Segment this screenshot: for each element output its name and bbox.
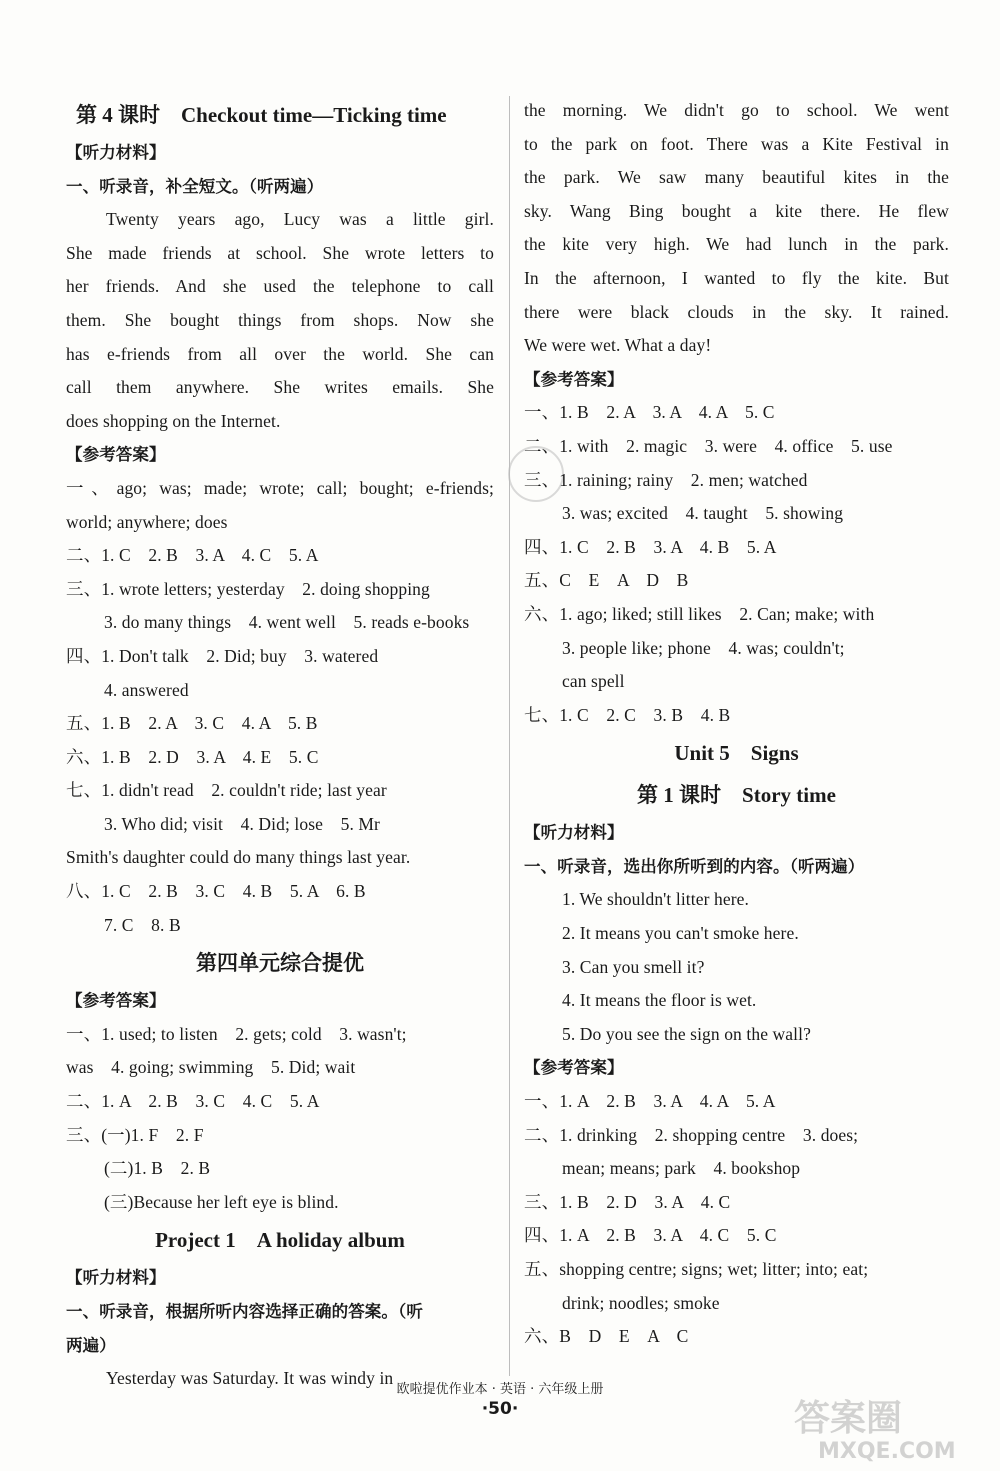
- answer-line: (三)Because her left eye is blind.: [104, 1191, 339, 1212]
- answer-line: 七、1. C 2. C 3. B 4. B: [524, 704, 731, 725]
- passage-line: She made friends at school. She wrote letters to: [66, 242, 494, 263]
- passage-line: In the afternoon, I wanted to fly the kite. But: [524, 267, 949, 288]
- answer-line: (二)1. B 2. B: [104, 1158, 211, 1179]
- answer-line: 3. do many things 4. went well 5. reads e-books: [104, 612, 470, 633]
- passage-line: the park. We saw many beautiful kites in the: [524, 167, 949, 188]
- page-number: ·50·: [481, 1399, 519, 1419]
- answer-line: drink; noodles; smoke: [562, 1292, 720, 1313]
- section-tag-answers: 【参考答案】: [524, 369, 624, 389]
- passage-line: 1. We shouldn't litter here.: [562, 889, 749, 910]
- answer-line: 三、1. raining; rainy 2. men; watched: [524, 469, 808, 490]
- answer-line: mean; means; park 4. bookshop: [562, 1158, 801, 1179]
- answer-line: 一、ago; was; made; wrote; call; bought; e-friends;: [66, 477, 494, 498]
- watermark-url: MXQE.COM: [818, 1439, 956, 1464]
- answer-line: 八、1. C 2. B 3. C 4. B 5. A 6. B: [66, 881, 366, 902]
- passage-line: We were wet. What a day!: [524, 335, 712, 356]
- passage-line: 4. It means the floor is wet.: [562, 990, 757, 1011]
- answer-line: 六、B D E A C: [524, 1326, 689, 1347]
- answer-line: 一、1. used; to listen 2. gets; cold 3. wasn't;: [66, 1023, 407, 1044]
- right-column: [524, 94, 949, 1354]
- passage-line: sky. Wang Bing bought a kite there. He flew: [524, 200, 949, 221]
- passage-line: does shopping on the Internet.: [66, 410, 281, 431]
- answer-line: 五、1. B 2. A 3. C 4. A 5. B: [66, 713, 318, 734]
- column-divider: [509, 96, 510, 1376]
- answer-line: 二、1. drinking 2. shopping centre 3. does;: [524, 1124, 859, 1145]
- answer-line: 4. answered: [104, 679, 189, 700]
- answer-line: 七、1. didn't read 2. couldn't ride; last year: [66, 780, 387, 801]
- passage-line: has e-friends from all over the world. She can: [66, 343, 494, 364]
- answer-line: 3. was; excited 4. taught 5. showing: [562, 503, 844, 524]
- answer-line: 六、1. ago; liked; still likes 2. Can; make; with: [524, 603, 875, 624]
- section-tag-answers: 【参考答案】: [66, 445, 166, 465]
- watermark-text: 答案圈: [794, 1398, 903, 1439]
- passage-line: to the park on foot. There was a Kite Festival in: [524, 133, 949, 154]
- answer-line: 一、1. A 2. B 3. A 4. A 5. A: [524, 1091, 776, 1112]
- task-instruction: 一、听录音，根据所听内容选择正确的答案。（听: [66, 1302, 423, 1321]
- unit-heading: Unit 5 Signs: [674, 741, 799, 766]
- passage-line: 5. Do you see the sign on the wall?: [562, 1023, 811, 1044]
- site-watermark-logo: [788, 1392, 986, 1464]
- passage-line: them. She bought things from shops. Now she: [66, 309, 494, 330]
- answer-line: 二、1. with 2. magic 3. were 4. office 5. use: [524, 435, 893, 456]
- answer-line: 二、1. A 2. B 3. C 4. C 5. A: [66, 1091, 320, 1112]
- passage-line: the morning. We didn't go to school. We went: [524, 100, 949, 120]
- passage-line: 3. Can you smell it?: [562, 956, 705, 977]
- answer-line: 六、1. B 2. D 3. A 4. E 5. C: [66, 746, 319, 767]
- section-tag-answers: 【参考答案】: [66, 991, 166, 1011]
- passage-line: her friends. And she used the telephone to call: [66, 276, 494, 297]
- lesson-heading: 第 1 课时 Story time: [637, 783, 836, 808]
- answer-line: 三、1. B 2. D 3. A 4. C: [524, 1191, 731, 1212]
- task-instruction: 一、听录音，选出你所听到的内容。（听两遍）: [524, 856, 865, 876]
- passage-line: there were black clouds in the sky. It rained.: [524, 301, 949, 322]
- passage-line: Yesterday was Saturday. It was windy in: [106, 1368, 394, 1389]
- answer-line: 三、1. wrote letters; yesterday 2. doing shopping: [66, 578, 430, 599]
- passage-line: Twenty years ago, Lucy was a little girl.: [106, 209, 494, 230]
- answer-line: Smith's daughter could do many things last year.: [66, 847, 411, 868]
- section-tag-listening: 【听力材料】: [524, 823, 624, 843]
- answer-line: 三、(一)1. F 2. F: [66, 1124, 204, 1145]
- answer-line: 四、1. C 2. B 3. A 4. B 5. A: [524, 536, 777, 557]
- answer-line: 四、1. A 2. B 3. A 4. C 5. C: [524, 1225, 777, 1246]
- answer-line: can spell: [562, 671, 625, 692]
- answer-line: 3. people like; phone 4. was; couldn't;: [562, 637, 845, 658]
- answer-line: world; anywhere; does: [66, 511, 228, 532]
- answer-line: 五、shopping centre; signs; wet; litter; into; eat;: [524, 1259, 869, 1279]
- answer-line: 3. Who did; visit 4. Did; lose 5. Mr: [104, 813, 380, 834]
- answer-line: 一、1. B 2. A 3. A 4. A 5. C: [524, 402, 775, 423]
- answer-line: 7. C 8. B: [104, 914, 181, 935]
- left-column: [66, 94, 494, 1396]
- passage-line: call them anywhere. She writes emails. She: [66, 377, 494, 398]
- task-instruction: 两遍）: [66, 1335, 116, 1355]
- answer-line: 二、1. C 2. B 3. A 4. C 5. A: [66, 545, 319, 566]
- task-instruction: 一、听录音，补全短文。（听两遍）: [66, 176, 324, 196]
- section-tag-answers: 【参考答案】: [524, 1058, 624, 1078]
- project-heading: Project 1 A holiday album: [155, 1228, 405, 1253]
- answer-line: was 4. going; swimming 5. Did; wait: [66, 1057, 356, 1078]
- passage-line: the kite very high. We had lunch in the park.: [524, 234, 949, 255]
- answer-line: 四、1. Don't talk 2. Did; buy 3. watered: [66, 645, 379, 666]
- section-tag-listening: 【听力材料】: [66, 1268, 166, 1288]
- passage-line: 2. It means you can't smoke here.: [562, 923, 799, 944]
- lesson-heading: 第 4 课时 Checkout time—Ticking time: [76, 103, 447, 127]
- book-title: 欧啦提优作业本 · 英语 · 六年级上册: [396, 1382, 604, 1397]
- answer-line: 五、C E A D B: [524, 570, 689, 591]
- unit-review-heading: 第四单元综合提优: [196, 951, 364, 976]
- section-tag-listening: 【听力材料】: [66, 143, 166, 162]
